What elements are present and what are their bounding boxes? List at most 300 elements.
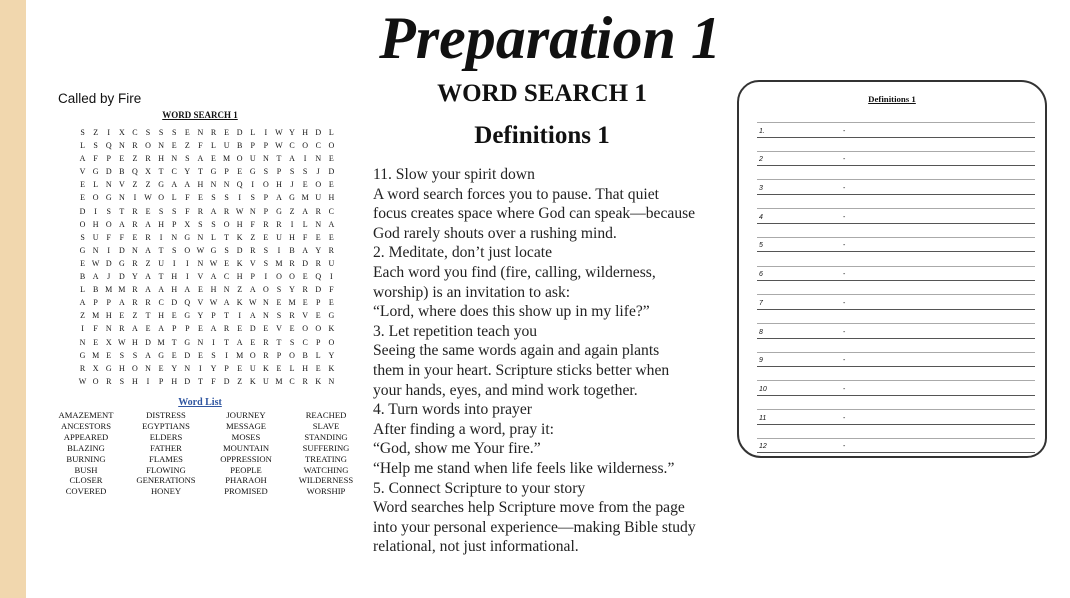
grid-letter: P <box>224 363 229 373</box>
word-list-column <box>286 410 366 497</box>
grid-letter: T <box>158 167 164 177</box>
word-list-item: PROMISED <box>224 486 268 497</box>
word-list-item: PEOPLE <box>230 464 262 475</box>
grid-letter: Z <box>132 180 138 190</box>
grid-letter: E <box>263 232 269 242</box>
grid-letter: X <box>105 337 112 347</box>
grid-letter: P <box>250 272 255 282</box>
text-line: 11. Slow your spirit down <box>373 166 535 183</box>
grid-letter: E <box>93 337 99 347</box>
grid-letter: I <box>277 245 281 255</box>
guide-line <box>757 237 1035 238</box>
grid-letter: O <box>289 350 295 360</box>
grid-letter: E <box>197 350 203 360</box>
grid-letter: Z <box>145 180 151 190</box>
grid-letter: E <box>237 363 243 373</box>
definition-number: 5 <box>759 242 763 250</box>
word-list-item: GENERATIONS <box>136 475 196 486</box>
grid-letter: P <box>106 154 111 164</box>
grid-letter: N <box>184 363 191 373</box>
grid-letter: W <box>144 193 152 203</box>
grid-letter: P <box>224 167 229 177</box>
grid-letter: S <box>289 337 295 347</box>
worksheet-title: Definitions 1 <box>868 94 916 104</box>
word-list-item: BLAZING <box>67 442 105 453</box>
grid-letter: S <box>211 193 216 203</box>
definition-line[interactable] <box>757 137 1035 167</box>
grid-letter: S <box>302 167 308 177</box>
definition-line[interactable] <box>757 395 1035 425</box>
grid-letter: F <box>93 324 98 334</box>
word-list-item: JOURNEY <box>226 410 266 420</box>
grid-letter: Y <box>132 272 138 282</box>
grid-row <box>76 178 338 191</box>
definition-dash: - <box>843 156 846 164</box>
grid-letter: T <box>171 337 177 347</box>
grid-row <box>76 152 338 165</box>
grid-letter: C <box>158 298 164 308</box>
word-list-item: FATHER <box>150 442 182 453</box>
grid-letter: N <box>210 180 217 190</box>
grid-letter: U <box>223 141 230 151</box>
word-list-item: ELDERS <box>149 431 183 442</box>
grid-letter: S <box>158 128 164 137</box>
grid-letter: A <box>236 337 243 347</box>
grid-letter: M <box>105 285 113 295</box>
text-line: “God, show me Your fire.” <box>373 440 541 458</box>
grid-letter: O <box>289 272 295 282</box>
grid-letter: S <box>224 245 229 255</box>
grid-letter: N <box>223 180 230 190</box>
grid-letter: R <box>302 285 308 295</box>
grid-letter: A <box>210 272 217 282</box>
grid-letter: U <box>158 258 164 268</box>
grid-letter: R <box>145 298 151 308</box>
grid-letter: S <box>158 206 164 216</box>
page-title: Preparation 1 <box>379 5 721 71</box>
grid-letter: S <box>80 232 85 242</box>
grid-letter: R <box>250 245 256 255</box>
word-search-heading: WORD SEARCH 1 <box>437 80 647 107</box>
grid-letter: F <box>93 154 98 164</box>
definition-line[interactable] <box>757 252 1035 282</box>
word-list-item: BURNING <box>66 453 106 464</box>
grid-letter: A <box>158 324 164 334</box>
grid-letter: E <box>328 180 334 190</box>
grid-letter: D <box>315 128 322 137</box>
grid-letter: R <box>223 324 230 334</box>
grid-letter: N <box>171 154 178 164</box>
definition-line[interactable] <box>757 309 1035 339</box>
grid-letter: V <box>197 298 204 308</box>
grid-letter: H <box>328 193 335 203</box>
grid-letter: D <box>105 167 112 177</box>
grid-letter: O <box>302 141 309 151</box>
definition-dash: - <box>843 213 846 221</box>
grid-letter: A <box>158 285 164 295</box>
definition-line[interactable] <box>757 424 1035 454</box>
guide-line <box>757 151 1035 152</box>
grid-letter: N <box>197 337 204 347</box>
grid-letter: R <box>276 219 282 229</box>
grid-letter: R <box>79 363 86 373</box>
word-list-item: TREATING <box>304 453 347 464</box>
grid-letter: O <box>315 324 322 334</box>
grid-letter: G <box>184 337 191 347</box>
grid-letter: C <box>132 128 138 137</box>
grid-letter: A <box>184 180 191 190</box>
grid-letter: O <box>262 180 269 190</box>
grid-letter: E <box>80 193 85 203</box>
word-list <box>46 410 366 497</box>
grid-letter: N <box>328 376 335 386</box>
grid-letter: Z <box>132 154 138 164</box>
grid-letter: A <box>249 285 256 295</box>
grid-letter: I <box>133 193 137 203</box>
definition-line[interactable] <box>757 108 1035 138</box>
grid-letter: O <box>302 324 309 334</box>
grid-letter: J <box>316 167 320 177</box>
grid-letter: I <box>225 350 228 360</box>
grid-letter: W <box>91 258 100 268</box>
grid-row <box>76 375 338 388</box>
grid-letter: E <box>328 154 334 164</box>
grid-letter: A <box>79 154 86 164</box>
grid-row <box>76 191 338 204</box>
grid-letter: D <box>79 206 86 216</box>
guide-line <box>757 352 1035 353</box>
grid-letter: A <box>171 180 178 190</box>
grid-letter: N <box>92 245 99 255</box>
grid-letter: C <box>328 206 334 216</box>
grid-letter: F <box>198 141 203 151</box>
word-list-item: HONEY <box>150 486 182 497</box>
definition-line[interactable] <box>757 194 1035 224</box>
grid-letter: A <box>92 272 99 282</box>
grid-letter: A <box>223 298 230 308</box>
grid-letter: A <box>276 193 282 203</box>
grid-letter: O <box>328 141 335 151</box>
grid-letter: O <box>249 350 256 360</box>
grid-letter: K <box>262 363 269 373</box>
grid-letter: L <box>211 141 216 151</box>
grid-letter: O <box>92 376 99 386</box>
grid-letter: I <box>238 311 241 321</box>
grid-letter: H <box>302 128 309 137</box>
text-line: into your personal experience—making Bible study <box>373 518 696 536</box>
grid-letter: D <box>118 245 125 255</box>
definition-line[interactable] <box>757 280 1035 310</box>
grid-row <box>76 309 338 322</box>
grid-letter: L <box>328 128 334 137</box>
grid-letter: N <box>315 219 322 229</box>
word-list-column <box>126 410 206 497</box>
grid-letter: M <box>157 337 165 347</box>
letter-grid <box>76 126 338 388</box>
word-list-item: WORSHIP <box>306 486 346 497</box>
word-list-title: Word List <box>178 397 222 408</box>
definition-dash: - <box>843 271 846 279</box>
grid-letter: E <box>224 258 230 268</box>
grid-letter: R <box>132 141 138 151</box>
grid-letter: P <box>316 298 321 308</box>
grid-letter: S <box>132 350 138 360</box>
grid-row <box>76 296 338 309</box>
grid-letter: I <box>290 219 294 229</box>
grid-letter: R <box>328 245 334 255</box>
grid-letter: K <box>236 298 243 308</box>
text-line: your hands, eyes, and mind work together. <box>373 381 638 399</box>
grid-letter: A <box>145 245 151 255</box>
definition-number: 2 <box>759 156 763 164</box>
text-line: 5. Connect Scripture to your story <box>373 479 586 497</box>
grid-letter: R <box>132 258 138 268</box>
grid-letter: K <box>236 258 243 268</box>
grid-letter: L <box>315 350 321 360</box>
word-list-item: ANCESTORS <box>61 420 111 431</box>
grid-letter: Q <box>184 298 191 308</box>
grid-letter: H <box>236 272 243 282</box>
grid-letter: X <box>92 363 99 373</box>
grid-letter: P <box>263 193 269 203</box>
definitions-heading: Definitions 1 <box>474 122 610 149</box>
grid-letter: Y <box>289 128 295 137</box>
grid-letter: E <box>250 337 256 347</box>
grid-letter: N <box>105 324 112 334</box>
grid-letter: S <box>224 193 229 203</box>
grid-letter: A <box>79 298 86 308</box>
grid-letter: N <box>118 193 125 203</box>
grid-letter: H <box>105 311 112 321</box>
grid-letter: Y <box>328 350 335 360</box>
definition-number: 8 <box>759 328 763 336</box>
grid-letter: U <box>315 193 322 203</box>
grid-letter: P <box>171 219 177 229</box>
grid-letter: P <box>250 141 255 151</box>
grid-letter: Y <box>171 363 178 373</box>
word-list-item: WATCHING <box>303 464 349 475</box>
grid-letter: R <box>263 219 269 229</box>
grid-letter: Q <box>315 272 322 282</box>
grid-letter: D <box>315 285 322 295</box>
grid-letter: O <box>132 363 138 373</box>
grid-letter: I <box>185 258 189 268</box>
grid-letter: I <box>264 272 268 282</box>
guide-line <box>757 208 1035 209</box>
definition-dash: - <box>843 127 846 135</box>
grid-letter: N <box>262 311 269 321</box>
grid-row <box>76 362 338 375</box>
definition-number: 12 <box>759 443 767 451</box>
word-list-item: EGYPTIANS <box>142 420 190 431</box>
grid-letter: R <box>119 324 125 334</box>
grid-letter: S <box>119 350 125 360</box>
grid-letter: C <box>289 141 295 151</box>
grid-letter: H <box>197 180 204 190</box>
definition-dash: - <box>843 443 846 451</box>
grid-letter: D <box>184 350 191 360</box>
grid-letter: B <box>237 141 243 151</box>
grid-letter: H <box>289 232 295 242</box>
text-line: Each word you find (fire, calling, wilderness, <box>373 263 656 281</box>
grid-letter: R <box>315 206 321 216</box>
grid-letter: I <box>185 272 189 282</box>
guide-line <box>757 266 1035 267</box>
grid-letter: P <box>106 298 111 308</box>
grid-letter: S <box>171 206 177 216</box>
grid-letter: P <box>158 376 164 386</box>
grid-letter: I <box>264 128 268 137</box>
grid-letter: E <box>197 193 203 203</box>
grid-row <box>76 257 338 270</box>
word-list-item: REACHED <box>305 410 347 420</box>
text-line: Word searches help Scripture move from the page <box>373 499 685 517</box>
grid-row <box>76 349 338 362</box>
grid-letter: F <box>119 232 125 242</box>
grid-letter: O <box>92 193 99 203</box>
grid-letter: U <box>249 154 256 164</box>
grid-letter: E <box>184 128 190 137</box>
grid-letter: T <box>119 206 125 216</box>
grid-letter: H <box>92 219 99 229</box>
grid-row <box>76 322 338 335</box>
grid-letter: M <box>223 154 231 164</box>
grid-letter: N <box>197 128 204 137</box>
guide-line <box>757 380 1035 381</box>
definition-dash: - <box>843 357 846 365</box>
grid-letter: Z <box>132 311 138 321</box>
grid-letter: N <box>262 298 269 308</box>
word-list-item: COVERED <box>65 486 107 497</box>
grid-letter: O <box>276 272 282 282</box>
grid-letter: N <box>145 363 151 373</box>
grid-letter: R <box>145 154 151 164</box>
grid-letter: O <box>184 245 191 255</box>
grid-letter: D <box>236 245 243 255</box>
grid-letter: C <box>302 337 308 347</box>
grid-letter: W <box>209 258 218 268</box>
grid-letter: G <box>210 245 217 255</box>
grid-letter: E <box>197 324 203 334</box>
word-list-item: SLAVE <box>312 420 340 431</box>
grid-letter: I <box>146 376 150 386</box>
grid-letter: O <box>145 141 151 151</box>
grid-letter: O <box>262 285 269 295</box>
grid-letter: N <box>223 285 230 295</box>
grid-letter: M <box>275 258 283 268</box>
grid-letter: R <box>132 219 138 229</box>
word-list-item: PHARAOH <box>225 475 267 486</box>
grid-letter: E <box>171 141 177 151</box>
grid-letter: I <box>303 154 307 164</box>
grid-letter: E <box>237 324 243 334</box>
grid-letter: Z <box>250 232 256 242</box>
word-list-item: MOUNTAIN <box>222 442 270 453</box>
definition-dash: - <box>843 299 846 307</box>
grid-letter: E <box>119 154 125 164</box>
grid-letter: B <box>92 285 99 295</box>
grid-letter: V <box>79 167 86 177</box>
grid-letter: E <box>145 206 151 216</box>
grid-letter: N <box>79 337 86 347</box>
grid-row <box>76 139 338 152</box>
word-list-item: MESSAGE <box>225 420 267 431</box>
grid-letter: Z <box>93 128 99 137</box>
grid-letter: S <box>211 219 216 229</box>
grid-letter: R <box>132 298 138 308</box>
grid-letter: T <box>224 337 230 347</box>
grid-row <box>76 283 338 296</box>
grid-row <box>76 218 338 231</box>
grid-letter: H <box>171 272 178 282</box>
guide-line <box>757 294 1035 295</box>
text-line: 4. Turn words into prayer <box>373 401 532 419</box>
grid-letter: Z <box>145 258 151 268</box>
grid-letter: P <box>93 298 98 308</box>
grid-letter: N <box>105 180 112 190</box>
definition-line[interactable] <box>757 223 1035 253</box>
grid-letter: K <box>315 376 322 386</box>
grid-letter: L <box>302 219 308 229</box>
grid-letter: B <box>302 350 308 360</box>
grid-letter: G <box>158 350 164 360</box>
grid-letter: R <box>132 285 138 295</box>
grid-letter: R <box>145 232 151 242</box>
grid-letter: S <box>80 128 85 137</box>
grid-letter: U <box>92 232 99 242</box>
definition-line[interactable] <box>757 366 1035 396</box>
grid-letter: P <box>263 141 269 151</box>
grid-letter: G <box>79 350 86 360</box>
word-list-item: WILDERNESS <box>298 475 354 486</box>
grid-letter: E <box>119 311 125 321</box>
definition-line[interactable] <box>757 165 1035 195</box>
grid-letter: A <box>328 219 335 229</box>
grid-letter: C <box>223 272 230 282</box>
definition-line[interactable] <box>757 338 1035 368</box>
grid-letter: S <box>106 206 111 216</box>
grid-letter: E <box>224 128 230 137</box>
grid-letter: X <box>145 167 151 177</box>
grid-letter: D <box>223 376 230 386</box>
grid-letter: S <box>263 167 269 177</box>
grid-letter: I <box>94 206 97 216</box>
grid-letter: A <box>302 206 309 216</box>
grid-letter: T <box>158 245 164 255</box>
grid-letter: M <box>92 350 100 360</box>
grid-letter: A <box>145 219 151 229</box>
grid-letter: A <box>145 272 151 282</box>
grid-letter: Z <box>184 141 190 151</box>
guide-line <box>757 323 1035 324</box>
grid-letter: I <box>329 272 333 282</box>
word-list-column <box>46 410 126 497</box>
grid-letter: E <box>276 298 282 308</box>
grid-letter: L <box>80 141 85 151</box>
grid-letter: V <box>197 272 204 282</box>
definition-number: 10 <box>759 385 767 393</box>
grid-letter: I <box>238 193 241 203</box>
grid-row <box>76 205 338 218</box>
grid-letter: O <box>79 219 86 229</box>
text-line: After finding a word, pray it: <box>373 420 555 438</box>
grid-letter: H <box>276 180 282 190</box>
grid-letter: H <box>132 337 138 347</box>
grid-letter: F <box>185 206 190 216</box>
grid-letter: S <box>185 154 190 164</box>
grid-letter: A <box>210 206 217 216</box>
word-list-item: APPEARED <box>63 431 109 442</box>
